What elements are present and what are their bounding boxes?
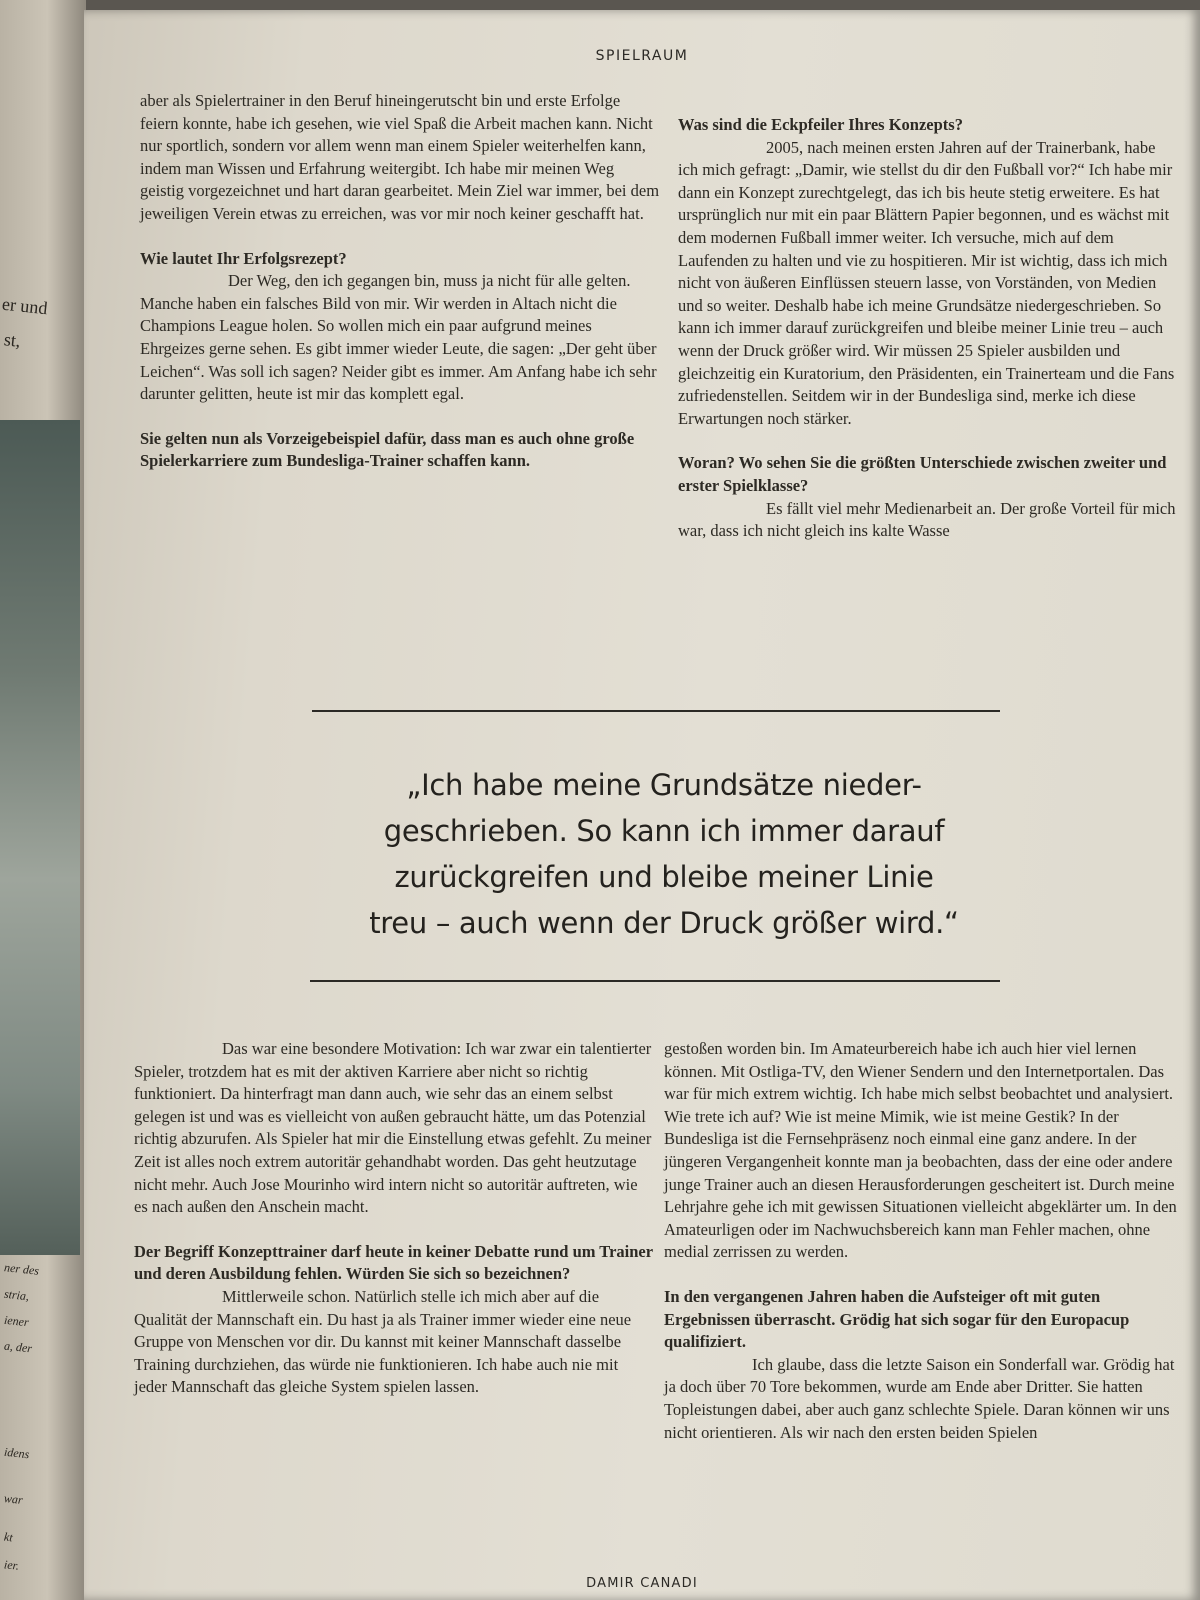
- left-fragment: a, der: [3, 1338, 33, 1356]
- pull-quote-line: zurückgreifen und bleibe meiner Linie: [394, 860, 934, 894]
- pull-quote: [254, 762, 1074, 946]
- section-header: SPIELRAUM: [595, 48, 689, 64]
- paragraph-gap: [664, 1264, 1178, 1286]
- author-footer: DAMIR CANADI: [586, 1576, 698, 1591]
- left-fragment: kt: [3, 1529, 14, 1545]
- column-top-left: [140, 90, 660, 473]
- pull-quote-rule-bottom: [310, 980, 1000, 982]
- paragraph-gap: [134, 1219, 654, 1241]
- previous-page-photo: [0, 420, 80, 1255]
- interview-question: In den vergangenen Jahren haben die Aufsteiger oft mit guten Ergebnissen überrascht. Grödig hat sich sogar für den Europacup qualifiziert.: [664, 1286, 1130, 1352]
- pull-quote-rule-top: [312, 710, 1000, 712]
- interview-question: Was sind die Eckpfeiler Ihres Konzepts?: [678, 115, 963, 134]
- column-bottom-left: [134, 1038, 654, 1399]
- left-fragment: ner des: [3, 1260, 40, 1278]
- interview-question: Wie lautet Ihr Erfolgsrezept?: [140, 248, 347, 268]
- pull-quote-line: geschrieben. So kann ich immer darauf: [383, 814, 945, 848]
- pull-quote-line: „Ich habe meine Grundsätze nieder-: [406, 768, 922, 802]
- column-top-right: [678, 114, 1176, 543]
- paragraph-gap: [140, 226, 660, 248]
- left-fragment: idens: [3, 1444, 31, 1462]
- left-fragment: er und: [1, 293, 49, 319]
- body-paragraph: aber als Spielertrainer in den Beruf hineingerutscht bin und erste Erfolge feiern konnte, habe ich gesehen, wie viel Spaß die Arbeit machen kann. Nicht nur sportlich, sondern vor allem wenn man einem Spieler weiterhelfen kann, indem man Wissen und Erfahrung weitergibt. Ich habe mir meinen Weg geistig vorgezeichnet und hart daran gearbeitet. Mein Ziel war immer, bei dem jeweiligen Verein etwas zu erreichen, was vor mir noch keiner geschafft hat.: [140, 91, 660, 223]
- interview-question: Der Begriff Konzepttrainer darf heute in keiner Debatte rund um Trainer und deren Ausbildung fehlen. Würden Sie sich so bezeichnen?: [134, 1241, 653, 1284]
- body-paragraph: 2005, nach meinen ersten Jahren auf der Trainerbank, habe ich mich gefragt: „Damir, wie stellst du dir den Fußball vor?“ Ich habe mir dann ein Konzept zurechtgelegt, das ich bis heute stetig erweitere. Es hat ursprünglich nur mit ein paar Blättern Papier begonnen, und es wächst mit dem modernen Fußball immer weiter. Ich versuche, mich auf dem Laufenden zu halten und vie zu hospitieren. Mir ist wichtig, dass ich mich nicht von äußeren Einflüssen steuern lasse, von Vorständen, von Medien und so weiter. Deshalb habe ich meine Grundsätze niedergeschrieben. So kann ich immer darauf zurückgreifen und bleibe meiner Linie treu – auch wenn der Druck größer wird. Wir müssen 25 Spieler ausbilden und gleichzeitig ein Kuratorium, den Präsidenten, ein Trainerteam und die Fans zufriedenstellen. Seitdem wir in der Bundesliga sind, merke ich diese Erwartungen noch stärker.: [678, 137, 1175, 428]
- left-fragment: ier.: [3, 1557, 20, 1573]
- body-paragraph: gestoßen worden bin. Im Amateurbereich habe ich auch hier viel lernen können. Mit Ostliga-TV, den Wiener Sendern und den Internetportalen. Das war für mich extrem wichtig. Ich habe mich selbst beobachtet und analysiert. Wie trete ich auf? Wie ist meine Mimik, wie ist meine Gestik? In der Bundesliga ist die Fernsehpräsenz noch einmal eine ganz andere. In der jüngeren Vergangenheit konnte man ja beobachten, dass der eine oder andere junge Trainer auch an diesen Herausforderungen gescheitert ist. Durch meine Lehrjahre gehe ich mit gewissen Situationen vielleicht abgeklärter um. In den Amateurligen oder im Nachwuchsbereich kann man Fehler machen, ohne medial zerrissen zu werden.: [664, 1039, 1177, 1262]
- paragraph-gap: [678, 430, 1176, 452]
- left-fragment: iener: [3, 1312, 30, 1330]
- left-fragment: st,: [3, 329, 22, 351]
- body-paragraph: Ich glaube, dass die letzte Saison ein Sonderfall war. Grödig hat ja doch über 70 Tore bekommen, wurde am Ende aber Dritter. Sie hatten Topleistungen dabei, aber auch ganz schlechte Spiele. Daran können wir uns nicht orientieren. Als wir nach den ersten beiden Spielen: [664, 1354, 1175, 1442]
- body-paragraph: Das war eine besondere Motivation: Ich war zwar ein talentierter Spieler, trotzdem hat es mit der aktiven Karriere aber nicht so richtig funktioniert. Da hinterfragt man dann auch, wie sehr das an einem selbst gelegen ist und was es vielleicht von außen gebraucht hätte, um das Potenzial richtig abzurufen. Als Spieler hat mir die Einstellung etwas gefehlt. Zu meiner Zeit ist alles noch extrem autoritär gehandhabt worden. Das geht heutzutage nicht mehr. Auch Jose Mourinho wird intern nicht so autoritär auftreten, wie es nach außen den Anschein macht.: [134, 1039, 652, 1217]
- left-fragment: war: [3, 1491, 24, 1507]
- magazine-page: [84, 10, 1200, 1600]
- column-bottom-right: [664, 1038, 1178, 1444]
- interview-question: Sie gelten nun als Vorzeigebeispiel dafür, dass man es auch ohne große Spielerkarriere zum Bundesliga-Trainer schaffen kann.: [140, 428, 635, 471]
- left-fragment: stria,: [3, 1286, 30, 1304]
- body-paragraph: Es fällt viel mehr Medienarbeit an. Der große Vorteil für mich war, dass ich nicht gleich ins kalte Wasse: [678, 498, 1176, 541]
- pull-quote-line: treu – auch wenn der Druck größer wird.“: [369, 906, 959, 940]
- previous-page-edge: [0, 0, 86, 1600]
- paragraph-gap: [140, 406, 660, 428]
- interview-question: Woran? Wo sehen Sie die größten Unterschiede zwischen zweiter und erster Spielklasse?: [678, 453, 1167, 495]
- body-paragraph: Mittlerweile schon. Natürlich stelle ich mich aber auf die Qualität der Mannschaft ein. Du hast ja als Trainer immer wieder eine neue Gruppe von Menschen vor dir. Du kannst mit keiner Mannschaft dasselbe Training durchziehen, das würde nie funktionieren. Ich habe auch nie mit jeder Mannschaft das gleiche System spielen lassen.: [134, 1286, 632, 1397]
- body-paragraph: Der Weg, den ich gegangen bin, muss ja nicht für alle gelten. Manche haben ein falsches Bild von mir. Wir werden in Altach nicht die Champions League holen. So wollen mich ein paar aufgrund meines Ehrgeizes gerne sehen. Es gibt immer wieder Leute, die sagen: „Der geht über Leichen“. Was soll ich sagen? Neider gibt es immer. Am Anfang habe ich sehr darunter gelitten, heute ist mir das komplett egal.: [140, 271, 657, 404]
